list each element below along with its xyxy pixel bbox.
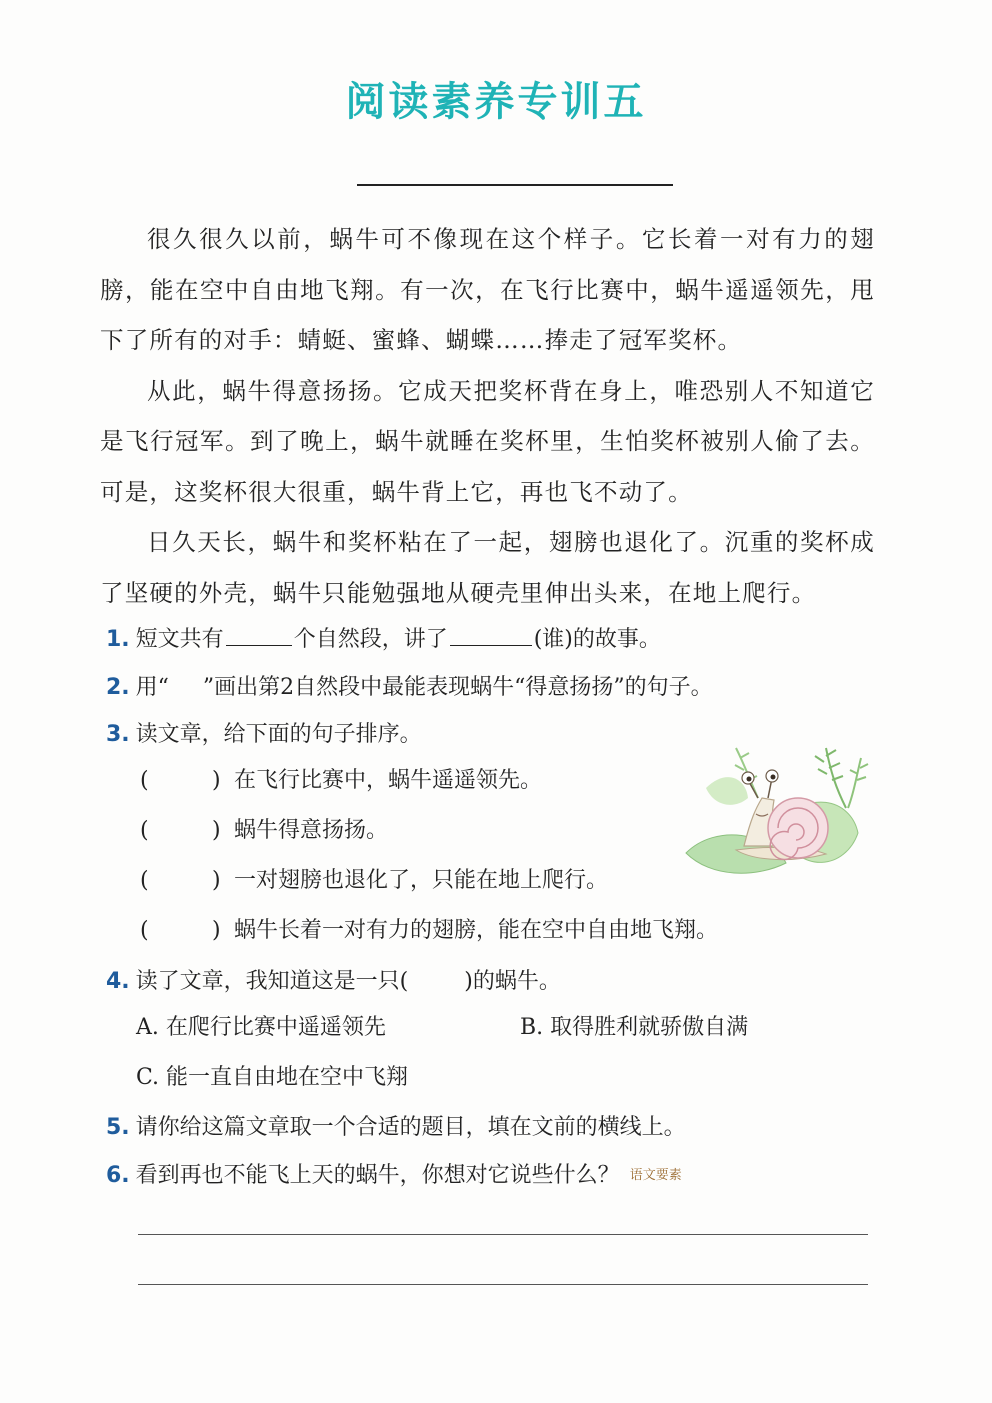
option-a[interactable]: A. 在爬行比赛中遥遥领先 <box>136 1015 386 1040</box>
question-number: 1. <box>106 627 130 652</box>
question-number: 3. <box>106 722 130 747</box>
question-4: 4. 读了文章，我知道这是一只( )的蜗牛。 <box>106 969 561 994</box>
question-5: 5. 请你给这篇文章取一个合适的题目，填在文前的横线上。 <box>106 1115 686 1140</box>
question-number: 2. <box>106 675 130 700</box>
question-3: 3. 读文章，给下面的句子排序。 <box>106 722 422 747</box>
question-number: 5. <box>106 1115 130 1140</box>
question-6: 6. 看到再也不能飞上天的蜗牛，你想对它说些什么？ 语文要素 <box>106 1163 682 1188</box>
question-2: 2. 用“ ”画出第2自然段中最能表现蜗牛“得意扬扬”的句子。 <box>106 675 713 700</box>
paragraph-count-blank[interactable] <box>226 627 292 646</box>
skill-tag: 语文要素 <box>629 1168 682 1183</box>
answer-line-2[interactable] <box>138 1284 868 1285</box>
question-number: 6. <box>106 1163 130 1188</box>
worksheet-page: 阅读素养专训五 很久很久以前，蜗牛可不像现在这个样子。它长着一对有力的翅膀，能在空中自由地飞翔。有一次，在飞行比赛中，蜗牛遥遥领先，甩下了所有的对手：蜻蜓、蜜蜂、蝴蝶……捧走了冠军奖杯。 从此，蜗牛得意扬扬。它成天把奖杯背在身上，唯恐别人不知道它是飞行冠军。到了晚上，蜗牛就睡在奖杯里，生怕奖杯被别人偷了去。可是，这奖杯很大很重，蜗牛背上它，再也飞不动了。 日久天长，蜗牛和奖杯粘在了一起，翅膀也退化了。沉重的奖杯成了坚硬的外壳，蜗牛只能勉强地从硬壳里伸出头来，在地上爬行。 1. 短文共有 个自然段，讲了 (谁)的故事。 2. 用“ ”画出第2自然段中最能表现蜗牛“得意扬扬”的句子。 3. 读文章，给下面的句子排序。 ( ) 在飞行比赛中，蜗牛遥遥领先。 ( ) 蜗牛得意扬扬。 ( ) 一对翅膀也退化了，只能在地上爬行。 ( ) 蜗牛长着一对有力的翅膀，能在空中自由地飞翔。 4. 读了文章，我知道这是一只( )的蜗牛。 A. 在爬行比赛中遥遥领先 B. 取得胜利就骄傲自满 C. 能一直自由地在空中飞翔 5. 请你给这篇文章取一个合适的题目，填在文前的横线上。 6. 看到再也不能飞上天的蜗牛，你想对它说些什么？ 语文要素 <box>0 0 992 1403</box>
paragraph-1: 很久很久以前，蜗牛可不像现在这个样子。它长着一对有力的翅膀，能在空中自由地飞翔。有一次，在飞行比赛中，蜗牛遥遥领先，甩下了所有的对手：蜻蜓、蜜蜂、蝴蝶……捧走了冠军奖杯。 <box>100 225 875 354</box>
option-b[interactable]: B. 取得胜利就骄傲自满 <box>520 1015 749 1040</box>
snail-body <box>736 770 828 860</box>
paragraph-3: 日久天长，蜗牛和奖杯粘在了一起，翅膀也退化了。沉重的奖杯成了坚硬的外壳，蜗牛只能勉强地从硬壳里伸出头来，在地上爬行。 <box>100 528 875 607</box>
paragraph-2: 从此，蜗牛得意扬扬。它成天把奖杯背在身上，唯恐别人不知道它是飞行冠军。到了晚上，蜗牛就睡在奖杯里，生怕奖杯被别人偷了去。可是，这奖杯很大很重，蜗牛背上它，再也飞不动了。 <box>100 376 875 506</box>
who-blank[interactable] <box>450 627 532 646</box>
page-title: 阅读素养专训五 <box>345 79 647 125</box>
snail-illustration <box>676 728 876 898</box>
option-c[interactable]: C. 能一直自由地在空中飞翔 <box>136 1065 409 1090</box>
reading-passage <box>100 214 875 618</box>
question-1: 1. 短文共有 个自然段，讲了 (谁)的故事。 <box>106 627 661 652</box>
question-number: 4. <box>106 969 130 994</box>
title-answer-line[interactable] <box>357 184 673 186</box>
answer-line-1[interactable] <box>138 1234 868 1235</box>
